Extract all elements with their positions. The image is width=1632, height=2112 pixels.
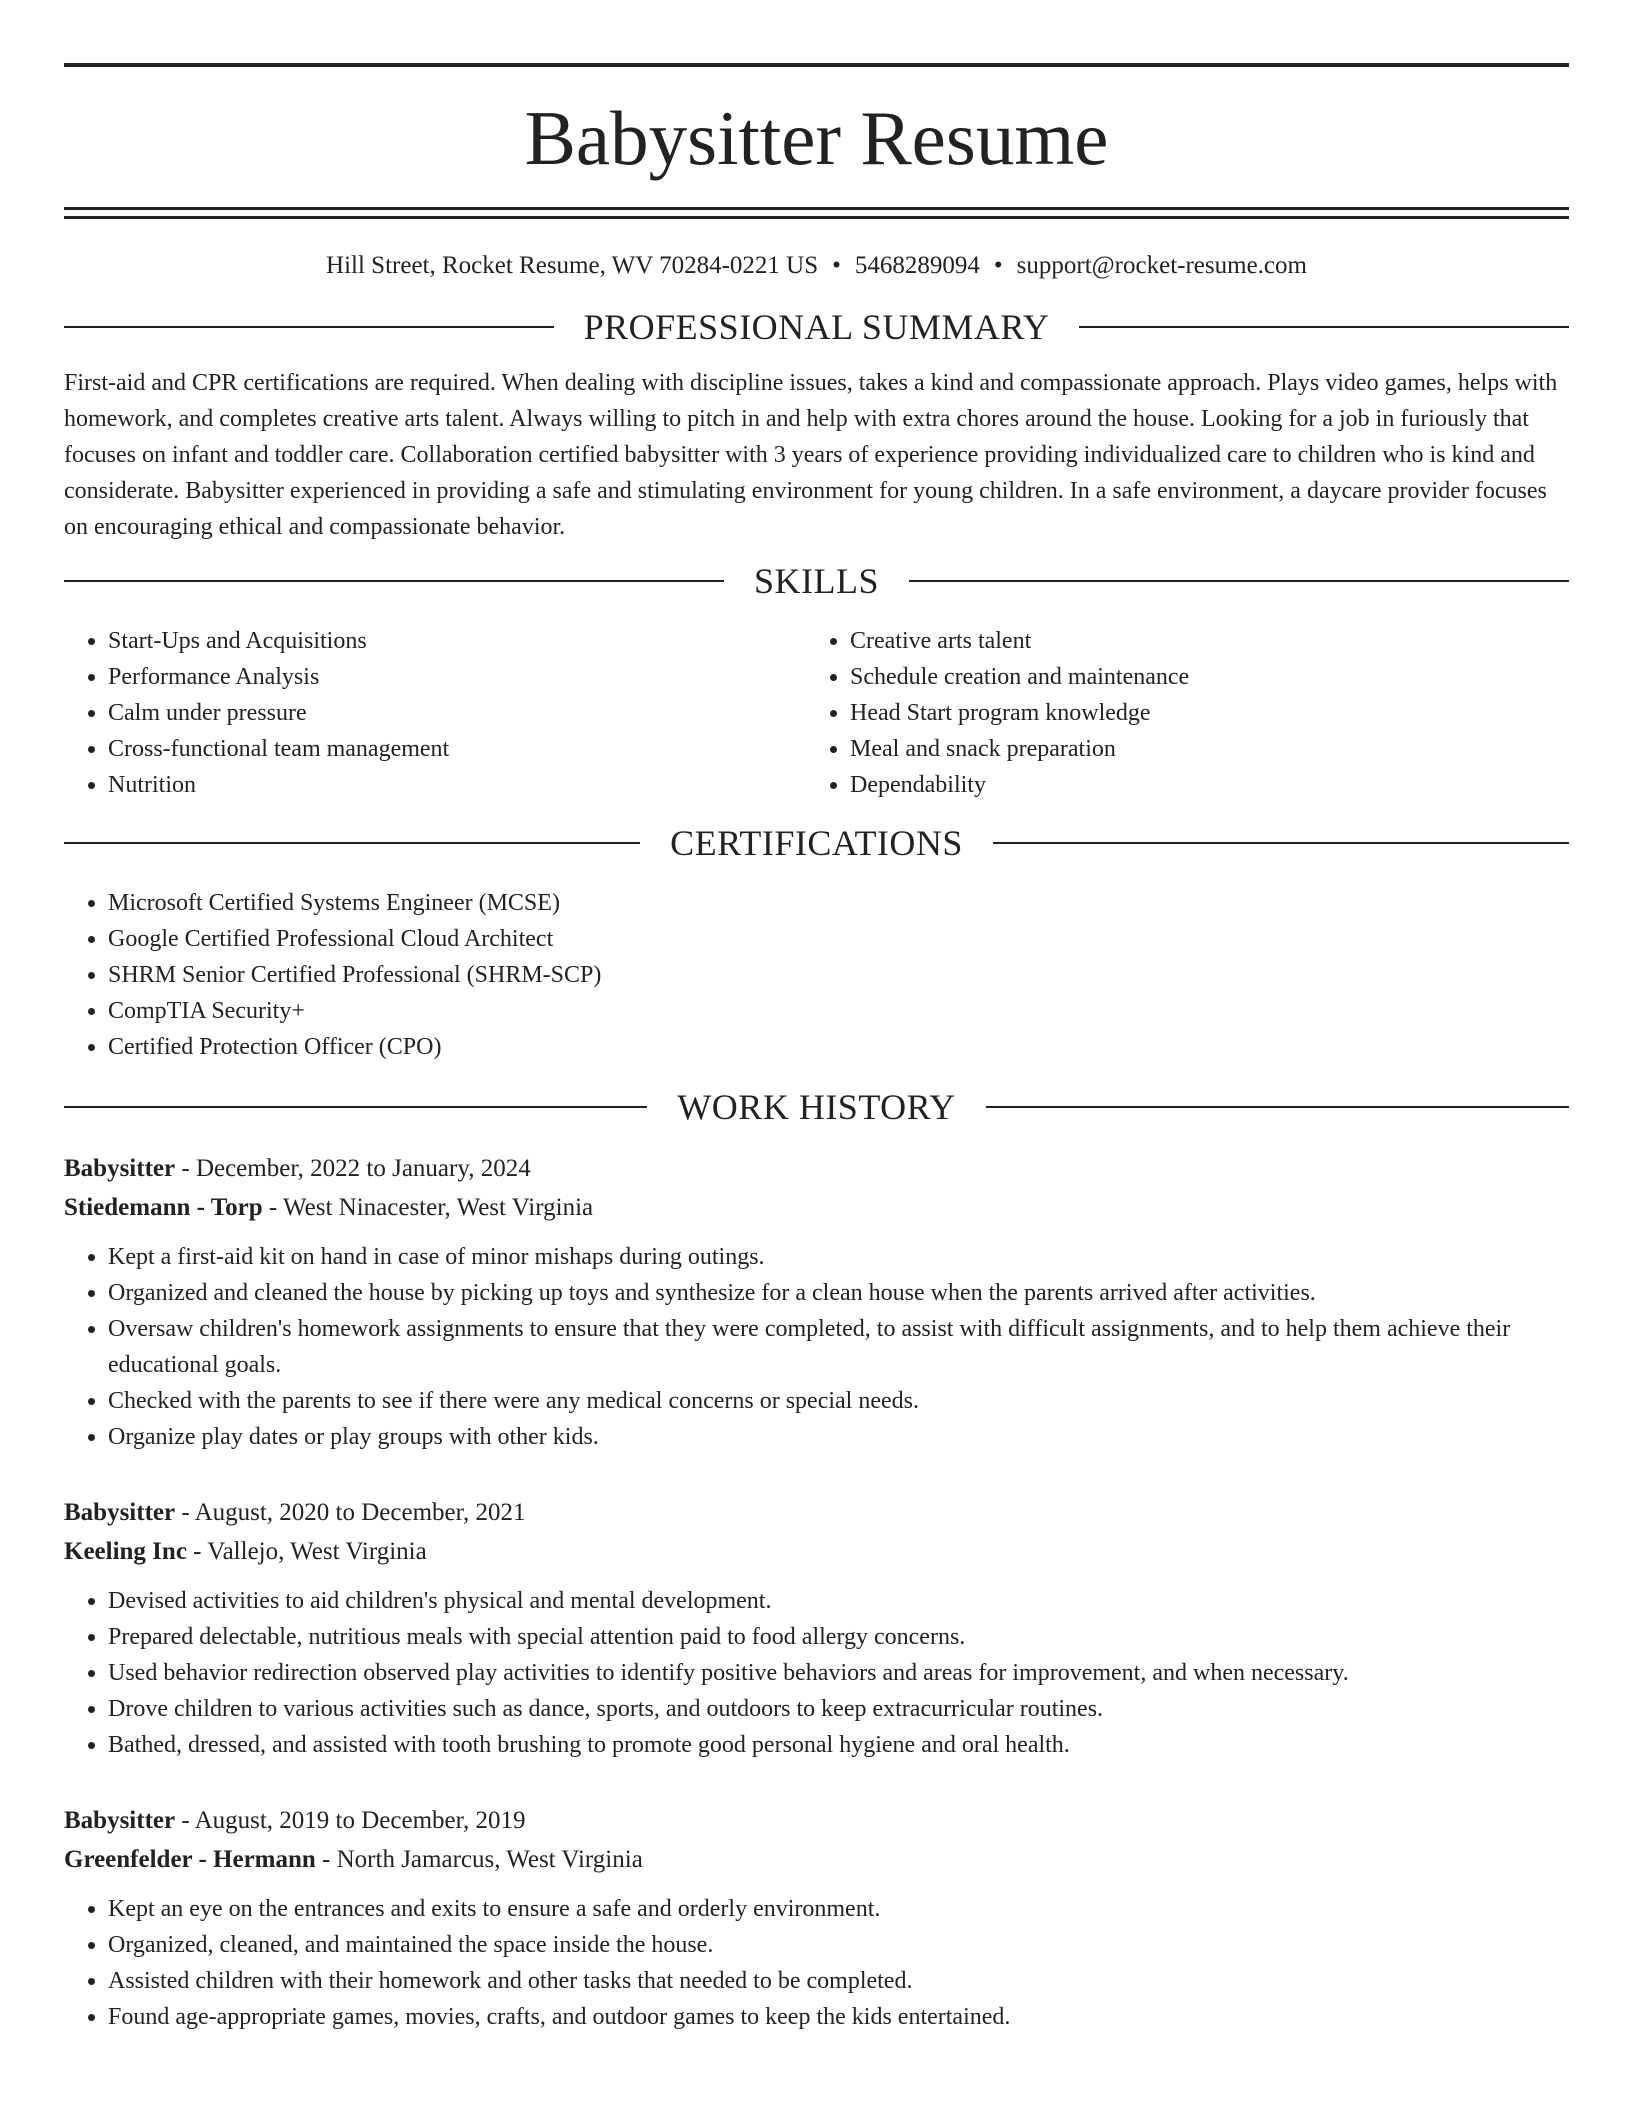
skills-column-left [64, 623, 806, 803]
job-bullet: • Devised activities to aid children's physical and mental development. [108, 1583, 1569, 1619]
skill-item: • Performance Analysis [108, 659, 806, 695]
job-company: Stiedemann - Torp [64, 1194, 263, 1221]
job-company: Keeling Inc [64, 1538, 187, 1565]
section-rule [909, 580, 1569, 582]
job-title-line [64, 1149, 1569, 1188]
skill-item: • Dependability [850, 767, 1548, 803]
job-company-line [64, 1188, 1569, 1227]
title-rule-lower [64, 216, 1569, 219]
job-entry [64, 1493, 1569, 1763]
job-location: North Jamarcus, West Virginia [336, 1846, 643, 1873]
job-title-line [64, 1493, 1569, 1532]
section-header-skills [64, 559, 1569, 603]
job-entry [64, 1801, 1569, 2035]
section-rule [64, 580, 724, 582]
job-company-line [64, 1532, 1569, 1571]
job-location: West Ninacester, West Virginia [283, 1194, 594, 1221]
certification-item: • CompTIA Security+ [108, 993, 1569, 1029]
job-role: Babysitter [64, 1499, 176, 1526]
job-bullet-list [64, 1891, 1569, 2035]
job-dash: - [175, 1499, 195, 1526]
section-rule [64, 326, 554, 328]
section-title: WORK HISTORY [677, 1087, 956, 1127]
skills-column-right [806, 623, 1548, 803]
job-dash: - [315, 1846, 337, 1873]
job-bullet: • Organized, cleaned, and maintained the space inside the house. [108, 1927, 1569, 1963]
contact-separator: • [993, 252, 1003, 279]
job-bullet: • Organized and cleaned the house by picking up toys and synthesize for a clean house when the parents arrived after activities. [108, 1275, 1569, 1311]
job-dates: August, 2020 to December, 2021 [194, 1499, 526, 1526]
skill-item: • Calm under pressure [108, 695, 806, 731]
resume-title: Babysitter Resume [524, 95, 1109, 181]
skills-list-left [64, 623, 806, 803]
job-bullet-list [64, 1239, 1569, 1455]
section-title: PROFESSIONAL SUMMARY [583, 307, 1050, 347]
job-bullet: • Bathed, dressed, and assisted with tooth brushing to promote good personal hygiene and oral health. [108, 1727, 1569, 1763]
summary-text: First-aid and CPR certifications are required. When dealing with discipline issues, takes a kind and compassionate approach. Plays video games, helps with homework, and completes creative arts talent. Always willing to pitch in and help with extra chores around the house. Looking for a job in furiously that focuses on infant and toddler care. Collaboration certified babysitter with 3 years of experience providing individualized care to children who is kind and considerate. Babysitter experienced in providing a safe and stimulating environment for young children. In a safe environment, a daycare provider focuses on encouraging ethical and compassionate behavior. [64, 370, 1558, 540]
section-rule [1079, 326, 1569, 328]
job-role: Babysitter [64, 1807, 176, 1834]
section-rule [64, 842, 640, 844]
resume-content [64, 63, 1569, 2035]
skill-item: • Start-Ups and Acquisitions [108, 623, 806, 659]
contact-separator: • [832, 252, 841, 279]
section-title: SKILLS [754, 561, 880, 601]
skill-item: • Meal and snack preparation [850, 731, 1548, 767]
job-dash: - [175, 1807, 195, 1834]
job-role: Babysitter [64, 1155, 176, 1182]
job-bullet: • Used behavior redirection observed play activities to identify positive behaviors and areas for improvement, and when necessary. [108, 1655, 1569, 1691]
certification-item: • Google Certified Professional Cloud Architect [108, 921, 1569, 957]
section-header-summary [64, 305, 1569, 349]
contact-email: support@rocket-resume.com [1016, 252, 1307, 279]
job-bullet: • Prepared delectable, nutritious meals with special attention paid to food allergy concerns. [108, 1619, 1569, 1655]
job-bullet: • Drove children to various activities such as dance, sports, and outdoors to keep extracurricular routines. [108, 1691, 1569, 1727]
job-bullet-list [64, 1583, 1569, 1763]
work-history-jobs [64, 1149, 1569, 2035]
job-location: Vallejo, West Virginia [207, 1538, 427, 1565]
section-header-work-history [64, 1085, 1569, 1129]
job-dash: - [175, 1155, 196, 1182]
job-dash: - [262, 1194, 284, 1221]
job-bullet: • Found age-appropriate games, movies, crafts, and outdoor games to keep the kids entertained. [108, 1999, 1569, 2035]
contact-address: Hill Street, Rocket Resume, WV 70284-0221 US [326, 252, 819, 279]
job-title-line [64, 1801, 1569, 1840]
contact-line [64, 252, 1569, 292]
certification-item: • SHRM Senior Certified Professional (SHRM-SCP) [108, 957, 1569, 993]
contact-phone: 5468289094 [854, 252, 980, 279]
certification-item: • Microsoft Certified Systems Engineer (MCSE) [108, 885, 1569, 921]
title-rule-upper [64, 207, 1569, 210]
job-dates: December, 2022 to January, 2024 [195, 1155, 531, 1182]
section-rule [993, 842, 1569, 844]
certifications-list [64, 885, 1569, 1065]
job-entry [64, 1149, 1569, 1455]
section-title: CERTIFICATIONS [670, 823, 963, 863]
job-bullet: • Assisted children with their homework and other tasks that needed to be completed. [108, 1963, 1569, 1999]
skill-item: • Schedule creation and maintenance [850, 659, 1548, 695]
job-bullet: • Oversaw children's homework assignments to ensure that they were completed, to assist with difficult assignments, and to help them achieve their educational goals. [108, 1311, 1569, 1383]
skills-list-right [806, 623, 1548, 803]
job-bullet: • Kept a first-aid kit on hand in case of minor mishaps during outings. [108, 1239, 1569, 1275]
job-bullet: • Checked with the parents to see if there were any medical concerns or special needs. [108, 1383, 1569, 1419]
skills-columns [64, 623, 1569, 803]
job-dash: - [186, 1538, 208, 1565]
job-bullet: • Organize play dates or play groups with other kids. [108, 1419, 1569, 1455]
section-header-certifications [64, 821, 1569, 865]
section-rule [986, 1106, 1569, 1108]
job-bullet: • Kept an eye on the entrances and exits to ensure a safe and orderly environment. [108, 1891, 1569, 1927]
section-rule [64, 1106, 647, 1108]
skill-item: • Cross-functional team management [108, 731, 806, 767]
job-company: Greenfelder - Hermann [64, 1846, 316, 1873]
job-company-line [64, 1840, 1569, 1879]
skill-item: • Head Start program knowledge [850, 695, 1548, 731]
skill-item: • Nutrition [108, 767, 806, 803]
top-rule [64, 63, 1569, 67]
skill-item: • Creative arts talent [850, 623, 1548, 659]
job-dates: August, 2019 to December, 2019 [194, 1807, 526, 1834]
certification-item: • Certified Protection Officer (CPO) [108, 1029, 1569, 1065]
